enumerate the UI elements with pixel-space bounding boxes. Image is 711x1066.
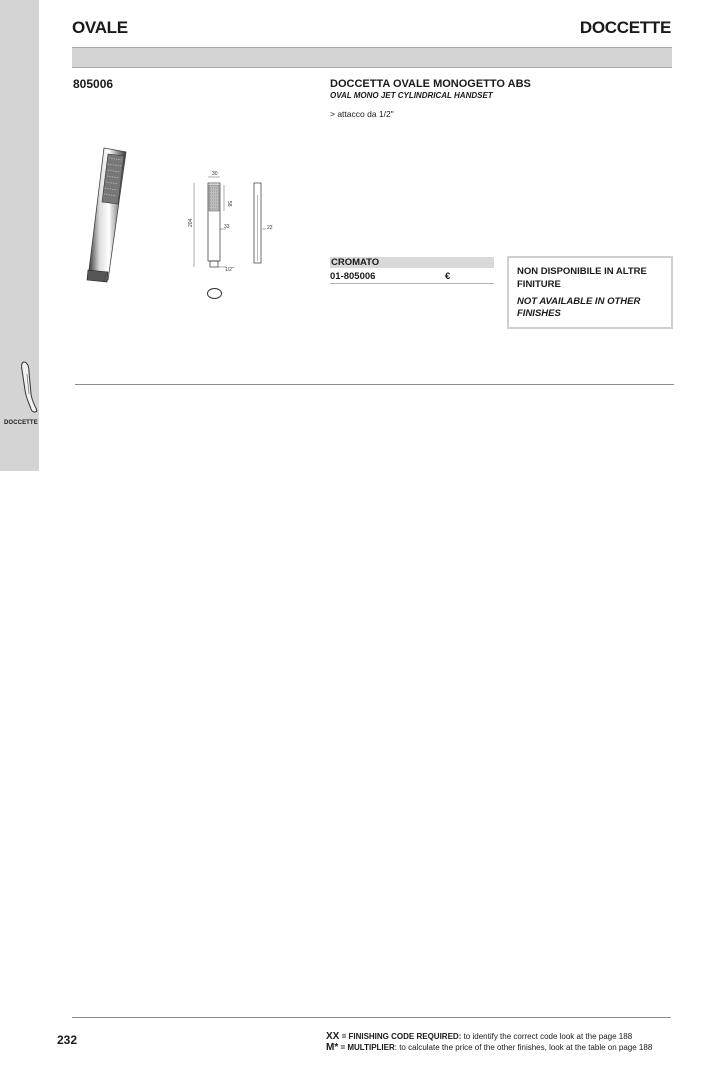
dim-thread-label: 1/2" xyxy=(225,267,234,273)
category-title: DOCCETTE xyxy=(579,18,671,37)
dim-head-label: 58 xyxy=(226,201,232,207)
product-title-italian: DOCCETTA OVALE MONOGETTO ABS xyxy=(330,78,531,90)
page-number: 232 xyxy=(57,1033,78,1047)
header-bar xyxy=(72,47,672,68)
section-title: OVALE xyxy=(72,18,128,37)
section-divider xyxy=(75,384,674,385)
availability-notice xyxy=(507,256,673,329)
dim-body-label: 33 xyxy=(224,224,230,230)
finish-code: 01-805006 xyxy=(330,270,494,284)
technical-drawing xyxy=(180,165,290,285)
dim-width-label: 30 xyxy=(212,171,218,177)
footer-note-multiplier: M* = MULTIPLIER: to calculate the price of the other finishes, look at the table on page 188 xyxy=(326,1042,653,1053)
footer-notes xyxy=(326,1031,652,1053)
product-feature: > attacco da 1/2" xyxy=(330,109,394,119)
connector-ring-drawing xyxy=(207,288,222,299)
product-photo xyxy=(78,144,130,286)
product-title-english: OVAL MONO JET CYLINDRICAL HANDSET xyxy=(330,91,493,100)
side-tab-label: DOCCETTE xyxy=(4,420,38,426)
footer-note-xx: XX = FINISHING CODE REQUIRED: to identify the correct code look at the page 188 xyxy=(326,1031,633,1042)
finish-header: CROMATO xyxy=(330,257,494,268)
notice-english: NOT AVAILABLE IN OTHER FINISHES xyxy=(517,296,641,319)
dim-length-label: 204 xyxy=(188,218,194,227)
dim-side-label: 22 xyxy=(267,225,273,231)
notice-italian: NON DISPONIBILE IN ALTRE FINITURE xyxy=(517,266,647,290)
footer-divider xyxy=(72,1017,671,1018)
handshower-icon xyxy=(18,360,40,414)
finish-price: € xyxy=(445,271,451,282)
product-code: 805006 xyxy=(73,77,114,91)
